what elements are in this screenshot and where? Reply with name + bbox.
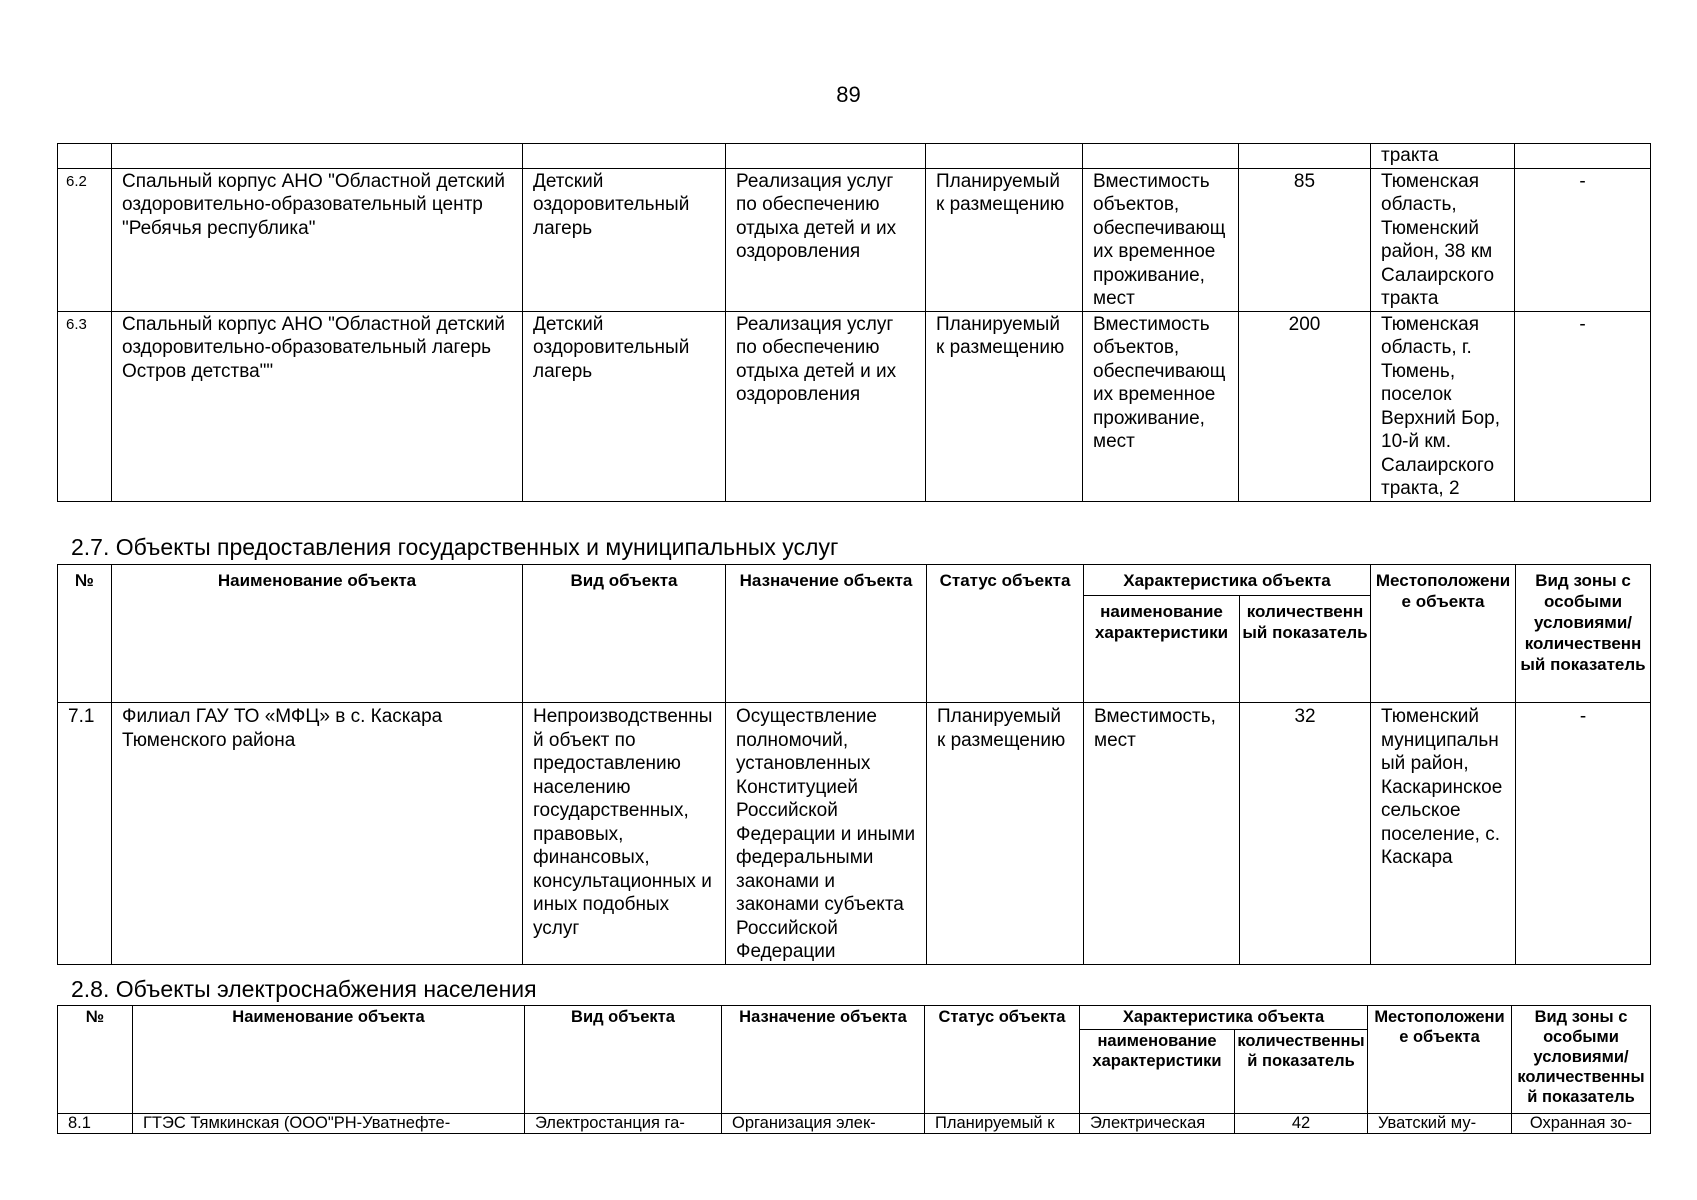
cell-location: Тюменская область, г. Тюмень, поселок Верхний Бор, 10-й км. Салаирского тракта, 2 (1371, 311, 1515, 501)
table-row (58, 703, 1651, 965)
cell-name: Спальный корпус АНО "Областной детский оздоровительно-образовательный лагерь Остров детства"" (112, 311, 523, 501)
header-purpose: Назначение объекта (722, 1006, 925, 1114)
section-title-2-8: 2.8. Объекты электроснабжения населения (71, 976, 537, 1002)
table-row (58, 311, 1651, 501)
cell-purpose (726, 144, 926, 169)
cell-type (523, 144, 726, 169)
header-type: Вид объекта (525, 1006, 722, 1114)
cell-char-value: 32 (1240, 703, 1371, 965)
cell-zone: Охранная зо- (1512, 1114, 1651, 1134)
cell-type: Электростанция га- (525, 1114, 722, 1134)
cell-char-name: Вместимость объектов, обеспечивающих временное проживание, мест (1083, 168, 1239, 311)
table-children-camps (57, 143, 1651, 502)
header-char-value: количественный показатель (1240, 596, 1371, 703)
cell-char-name (1083, 144, 1239, 169)
cell-purpose: Организация элек- (722, 1114, 925, 1134)
header-status: Статус объекта (927, 565, 1084, 703)
page-number: 89 (836, 82, 861, 107)
cell-char-name: Электрическая (1080, 1114, 1235, 1134)
table-power-supply (57, 1005, 1651, 1134)
cell-zone: - (1515, 311, 1651, 501)
cell-zone: - (1515, 168, 1651, 311)
cell-char-value: 200 (1239, 311, 1371, 501)
cell-zone: - (1516, 703, 1651, 965)
cell-num: 7.1 (58, 703, 112, 965)
cell-purpose: Реализация услуг по обеспечению отдыха детей и их оздоровления (726, 168, 926, 311)
cell-name: Спальный корпус АНО "Областной детский оздоровительно-образовательный центр "Ребячья республика" (112, 168, 523, 311)
cell-char-name: Вместимость объектов, обеспечивающих временное проживание, мест (1083, 311, 1239, 501)
table-row (58, 1114, 1651, 1134)
header-name: Наименование объекта (112, 565, 523, 703)
header-characteristic: Характеристика объекта (1080, 1006, 1368, 1030)
cell-num (58, 144, 112, 169)
table-row (58, 168, 1651, 311)
cell-num: 6.2 (58, 168, 112, 311)
cell-num: 8.1 (58, 1114, 133, 1134)
header-num: № (58, 1006, 133, 1114)
header-num: № (58, 565, 112, 703)
table-header-row (58, 1006, 1651, 1030)
table-public-services (57, 564, 1651, 965)
cell-num: 6.3 (58, 311, 112, 501)
header-zone: Вид зоны с особыми условиями/ количественный показатель (1516, 565, 1651, 703)
cell-name: Филиал ГАУ ТО «МФЦ» в с. Каскара Тюменского района (112, 703, 523, 965)
header-zone: Вид зоны с особыми условиями/ количественный показатель (1512, 1006, 1651, 1114)
header-characteristic: Характеристика объекта (1084, 565, 1371, 596)
cell-status (926, 144, 1083, 169)
header-char-name: наименование характеристики (1084, 596, 1240, 703)
header-name: Наименование объекта (133, 1006, 525, 1114)
cell-type: Детский оздоровительный лагерь (523, 168, 726, 311)
header-type: Вид объекта (523, 565, 726, 703)
table-header-row (58, 565, 1651, 596)
cell-status: Планируемый к размещению (926, 168, 1083, 311)
cell-name (112, 144, 523, 169)
cell-location: Тюменский муниципальный район, Каскаринское сельское поселение, с. Каскара (1371, 703, 1516, 965)
cell-purpose: Осуществление полномочий, установленных Конституцией Российской Федерации и иными федеральными законами и законами субъекта Российской Федерации (726, 703, 927, 965)
cell-zone (1515, 144, 1651, 169)
cell-type: Детский оздоровительный лагерь (523, 311, 726, 501)
header-char-value: количественный показатель (1235, 1030, 1368, 1114)
cell-location: Тюменская область, Тюменский район, 38 км Салаирского тракта (1371, 168, 1515, 311)
header-status: Статус объекта (925, 1006, 1080, 1114)
cell-purpose: Реализация услуг по обеспечению отдыха детей и их оздоровления (726, 311, 926, 501)
cell-status: Планируемый к размещению (926, 311, 1083, 501)
cell-type: Непроизводственный объект по предоставлению населению государственных, правовых, финансовых, консультационных и иных подобных услуг (523, 703, 726, 965)
header-location: Местоположение объекта (1368, 1006, 1512, 1114)
table-row-continuation (58, 144, 1651, 169)
cell-char-value: 85 (1239, 168, 1371, 311)
header-char-name: наименование характеристики (1080, 1030, 1235, 1114)
cell-status: Планируемый к (925, 1114, 1080, 1134)
header-location: Местоположение объекта (1371, 565, 1516, 703)
section-title-2-7: 2.7. Объекты предоставления государственных и муниципальных услуг (71, 534, 839, 560)
cell-char-name: Вместимость, мест (1084, 703, 1240, 965)
cell-char-value (1239, 144, 1371, 169)
header-purpose: Назначение объекта (726, 565, 927, 703)
cell-status: Планируемый к размещению (927, 703, 1084, 965)
cell-location: тракта (1371, 144, 1515, 169)
cell-name: ГТЭС Тямкинская (ООО"РН-Уватнефте- (133, 1114, 525, 1134)
cell-char-value: 42 (1235, 1114, 1368, 1134)
cell-location: Уватский му- (1368, 1114, 1512, 1134)
